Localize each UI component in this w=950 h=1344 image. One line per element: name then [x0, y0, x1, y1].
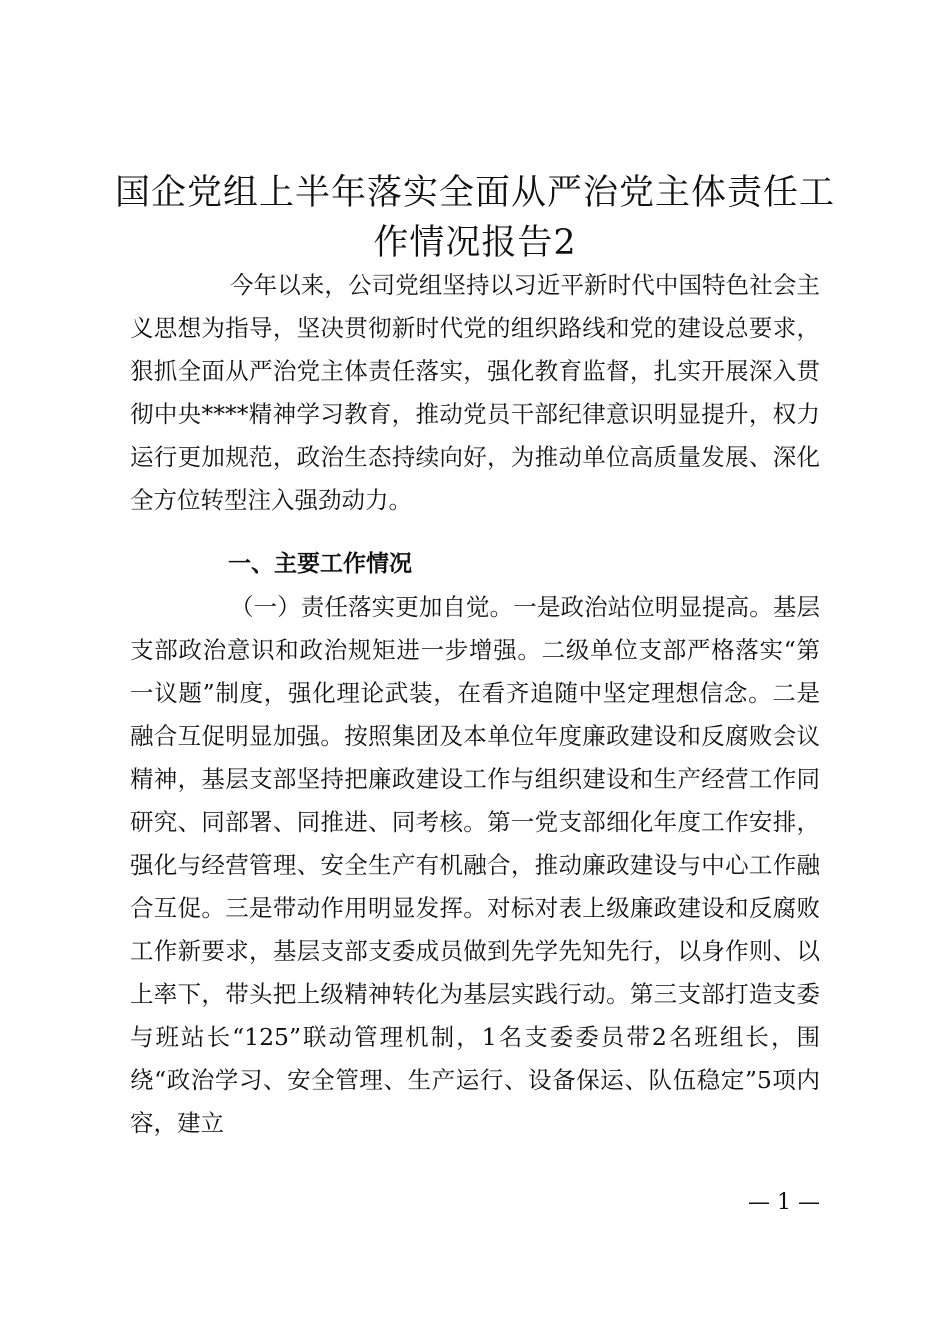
document-title: 国企党组上半年落实全面从严治党主体责任工作情况报告2	[114, 173, 835, 263]
section-heading: 一、主要工作情况	[228, 551, 412, 577]
intro-paragraph: 今年以来，公司党组坚持以习近平新时代中国特色社会主义思想为指导，坚决贯彻新时代党的组织路线和党的建设总要求，狠抓全面从严治党主体责任落实，强化教育监督，扎实开展深入贯彻中央****精神学习教育，推动党员干部纪律意识明显提升，权力运行更加规范，政治生态持续向好，为推动单位高质量发展、深化全方位转型注入强劲动力。	[130, 271, 820, 514]
subsection-heading: （一）责任落实更加自觉。	[230, 593, 514, 621]
subsection-text: 一是政治站位明显提高。基层支部政治意识和政治规矩进一步增强。二级单位支部严格落实“第一议题”制度，强化理论武装，在看齐追随中坚定理想信念。二是融合互促明显加强。按照集团及本单位年度廉政建设和反腐败会议精神，基层支部坚持把廉政建设工作与组织建设和生产经营工作同研究、同部署、同推进、同考核。第一党支部细化年度工作安排，强化与经营管理、安全生产有机融合，推动廉政建设与中心工作融合互促。三是带动作用明显发挥。对标对表上级廉政建设和反腐败工作新要求，基层支部支委成员做到先学先知先行，以身作则、以上率下，带头把上级精神转化为基层实践行动。第三支部打造支委与班站长“125”联动管理机制，1名支委委员带2名班组长，围绕“政治学习、安全管理、生产运行、设备保运、队伍稳定”5项内容，建立	[130, 593, 820, 1137]
page-number: — 1 —	[748, 1190, 820, 1215]
subsection-paragraph	[130, 586, 820, 1145]
